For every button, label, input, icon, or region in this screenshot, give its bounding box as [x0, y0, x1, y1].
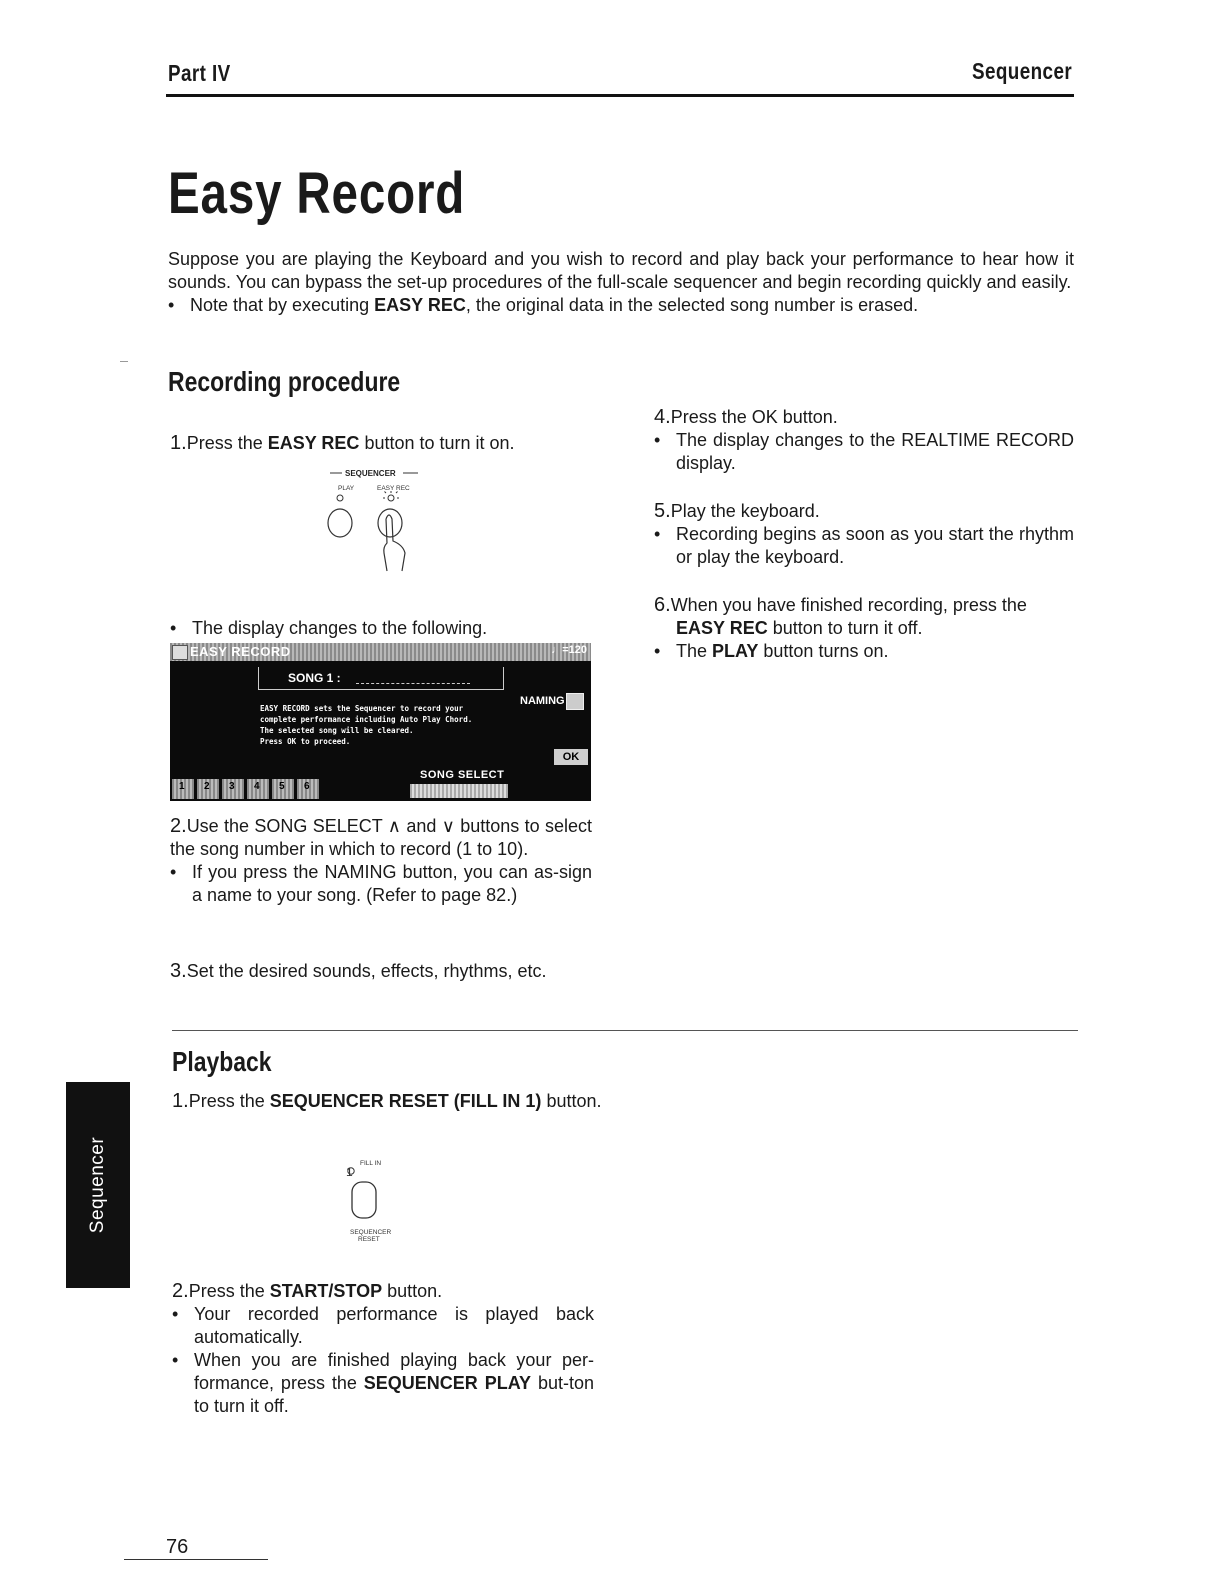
lcd-tab-label: 6 — [304, 781, 310, 792]
play-led-icon — [337, 495, 343, 501]
reset-label: RESET — [358, 1236, 380, 1243]
lcd-tab-6[interactable] — [297, 779, 319, 799]
panel-easyrec-label: EASY REC — [377, 485, 410, 492]
step-6-cont: EASY REC button to turn it off. — [676, 618, 923, 638]
lcd-tab-4[interactable] — [247, 779, 269, 799]
bullet-naming: • If you press the NAMING button, you can as-sign a name to your song. (Refer to page 82.) — [170, 861, 592, 907]
playback-bullet-a: • Your recorded performance is played back automatically. — [172, 1303, 594, 1349]
lcd-tab-5[interactable] — [272, 779, 294, 799]
intro-note: • Note that by executing EASY REC, the original data in the selected song number is erased. — [168, 294, 1074, 317]
playback-step-2: 2.Press the START/STOP button. — [172, 1280, 443, 1302]
recording-heading: Recording procedure — [168, 366, 401, 397]
side-tab-label: Sequencer — [87, 1136, 108, 1234]
lcd-tempo: ♩=120 — [551, 644, 587, 656]
lcd-naming-button[interactable] — [566, 693, 584, 710]
lcd-tab-1[interactable] — [172, 779, 194, 799]
margin-mark — [120, 361, 128, 362]
bullet-display-changes: • The display changes to the following. — [170, 617, 612, 640]
playback-heading: Playback — [172, 1046, 272, 1077]
play-button-icon — [328, 509, 352, 537]
sequencer-reset-button-icon — [352, 1182, 376, 1218]
fill-in-number: 1 — [346, 1165, 353, 1179]
playback-bullet-b: • When you are finished playing back your per-formance, press the SEQUENCER PLAY but-ton to turn it off. — [172, 1349, 594, 1418]
lcd-tab-label: 1 — [179, 781, 185, 792]
lcd-tab-2[interactable] — [197, 779, 219, 799]
header-rule — [166, 94, 1074, 97]
section-divider — [172, 1030, 1078, 1031]
right-column — [654, 406, 1074, 663]
fill-in-label: FILL IN — [360, 1160, 382, 1167]
lcd-tab-label: 2 — [204, 781, 210, 792]
lcd-song-label: SONG 1 : — [288, 671, 341, 685]
playback-lower — [172, 1280, 594, 1418]
lcd-tab-label: 3 — [229, 781, 235, 792]
step-6: 6.When you have finished recording, press the — [654, 594, 1027, 616]
easyrec-button-icon — [378, 509, 402, 537]
lcd-display — [170, 643, 591, 801]
panel-sequencer-label: SEQUENCER — [345, 469, 396, 478]
lcd-ok-button[interactable]: OK — [554, 749, 588, 765]
step-3: 3.Set the desired sounds, effects, rhythms, etc. — [170, 960, 547, 982]
sequencer-reset-panel-illustration — [340, 1152, 420, 1248]
intro-paragraph: Suppose you are playing the Keyboard and you wish to record and play back your performance to hear how it sounds. You can bypass the set-up procedures of the full-scale sequencer and begin recording quickly and easily. — [168, 249, 1074, 292]
easyrec-led-lit-icon — [383, 491, 399, 501]
left-column-lower — [170, 815, 592, 907]
bullet-step-6: • The PLAY button turns on. — [654, 640, 1074, 663]
side-tab-label-wrap — [66, 1082, 130, 1288]
lcd-naming-label: NAMING — [520, 695, 565, 707]
step-5: 5.Play the keyboard. — [654, 500, 820, 522]
lcd-tab-label: 5 — [279, 781, 285, 792]
lcd-tab-label: 4 — [254, 781, 260, 792]
bullet-step-4: • The display changes to the REALTIME RECORD display. — [654, 429, 1074, 475]
page-title: Easy Record — [168, 161, 466, 226]
lcd-mode-icon — [172, 645, 188, 660]
header-section: Sequencer — [971, 58, 1072, 84]
lcd-tab-3[interactable] — [222, 779, 244, 799]
panel-play-label: PLAY — [338, 485, 355, 492]
step-2: 2.Use the SONG SELECT ∧ and ∨ buttons to select the song number in which to record (1 to 10). — [170, 815, 592, 859]
left-column — [170, 432, 592, 455]
bullet-step-5: • Recording begins as soon as you start the rhythm or play the keyboard. — [654, 523, 1074, 569]
header-part: Part IV — [168, 60, 231, 86]
page-number-rule — [124, 1559, 268, 1560]
step-4: 4.Press the OK button. — [654, 406, 838, 428]
lcd-title: EASY RECORD — [190, 644, 291, 659]
step-1: 1.Press the EASY REC button to turn it on. — [170, 432, 515, 454]
lcd-song-select-button[interactable] — [410, 784, 508, 798]
lcd-message: EASY RECORD sets the Sequencer to record your complete performance including Auto Play Chord. The selected song will be cleared. Press OK to proceed. — [260, 704, 473, 746]
lcd-song-select-label: SONG SELECT — [420, 769, 505, 781]
playback-step-1: 1.Press the SEQUENCER RESET (FILL IN 1) button. — [172, 1090, 602, 1112]
lcd-song-name-line — [356, 683, 470, 684]
intro — [168, 248, 1074, 317]
sequencer-label: SEQUENCER — [350, 1229, 392, 1236]
page-number: 76 — [166, 1536, 189, 1558]
easy-rec-panel-illustration — [320, 465, 430, 595]
